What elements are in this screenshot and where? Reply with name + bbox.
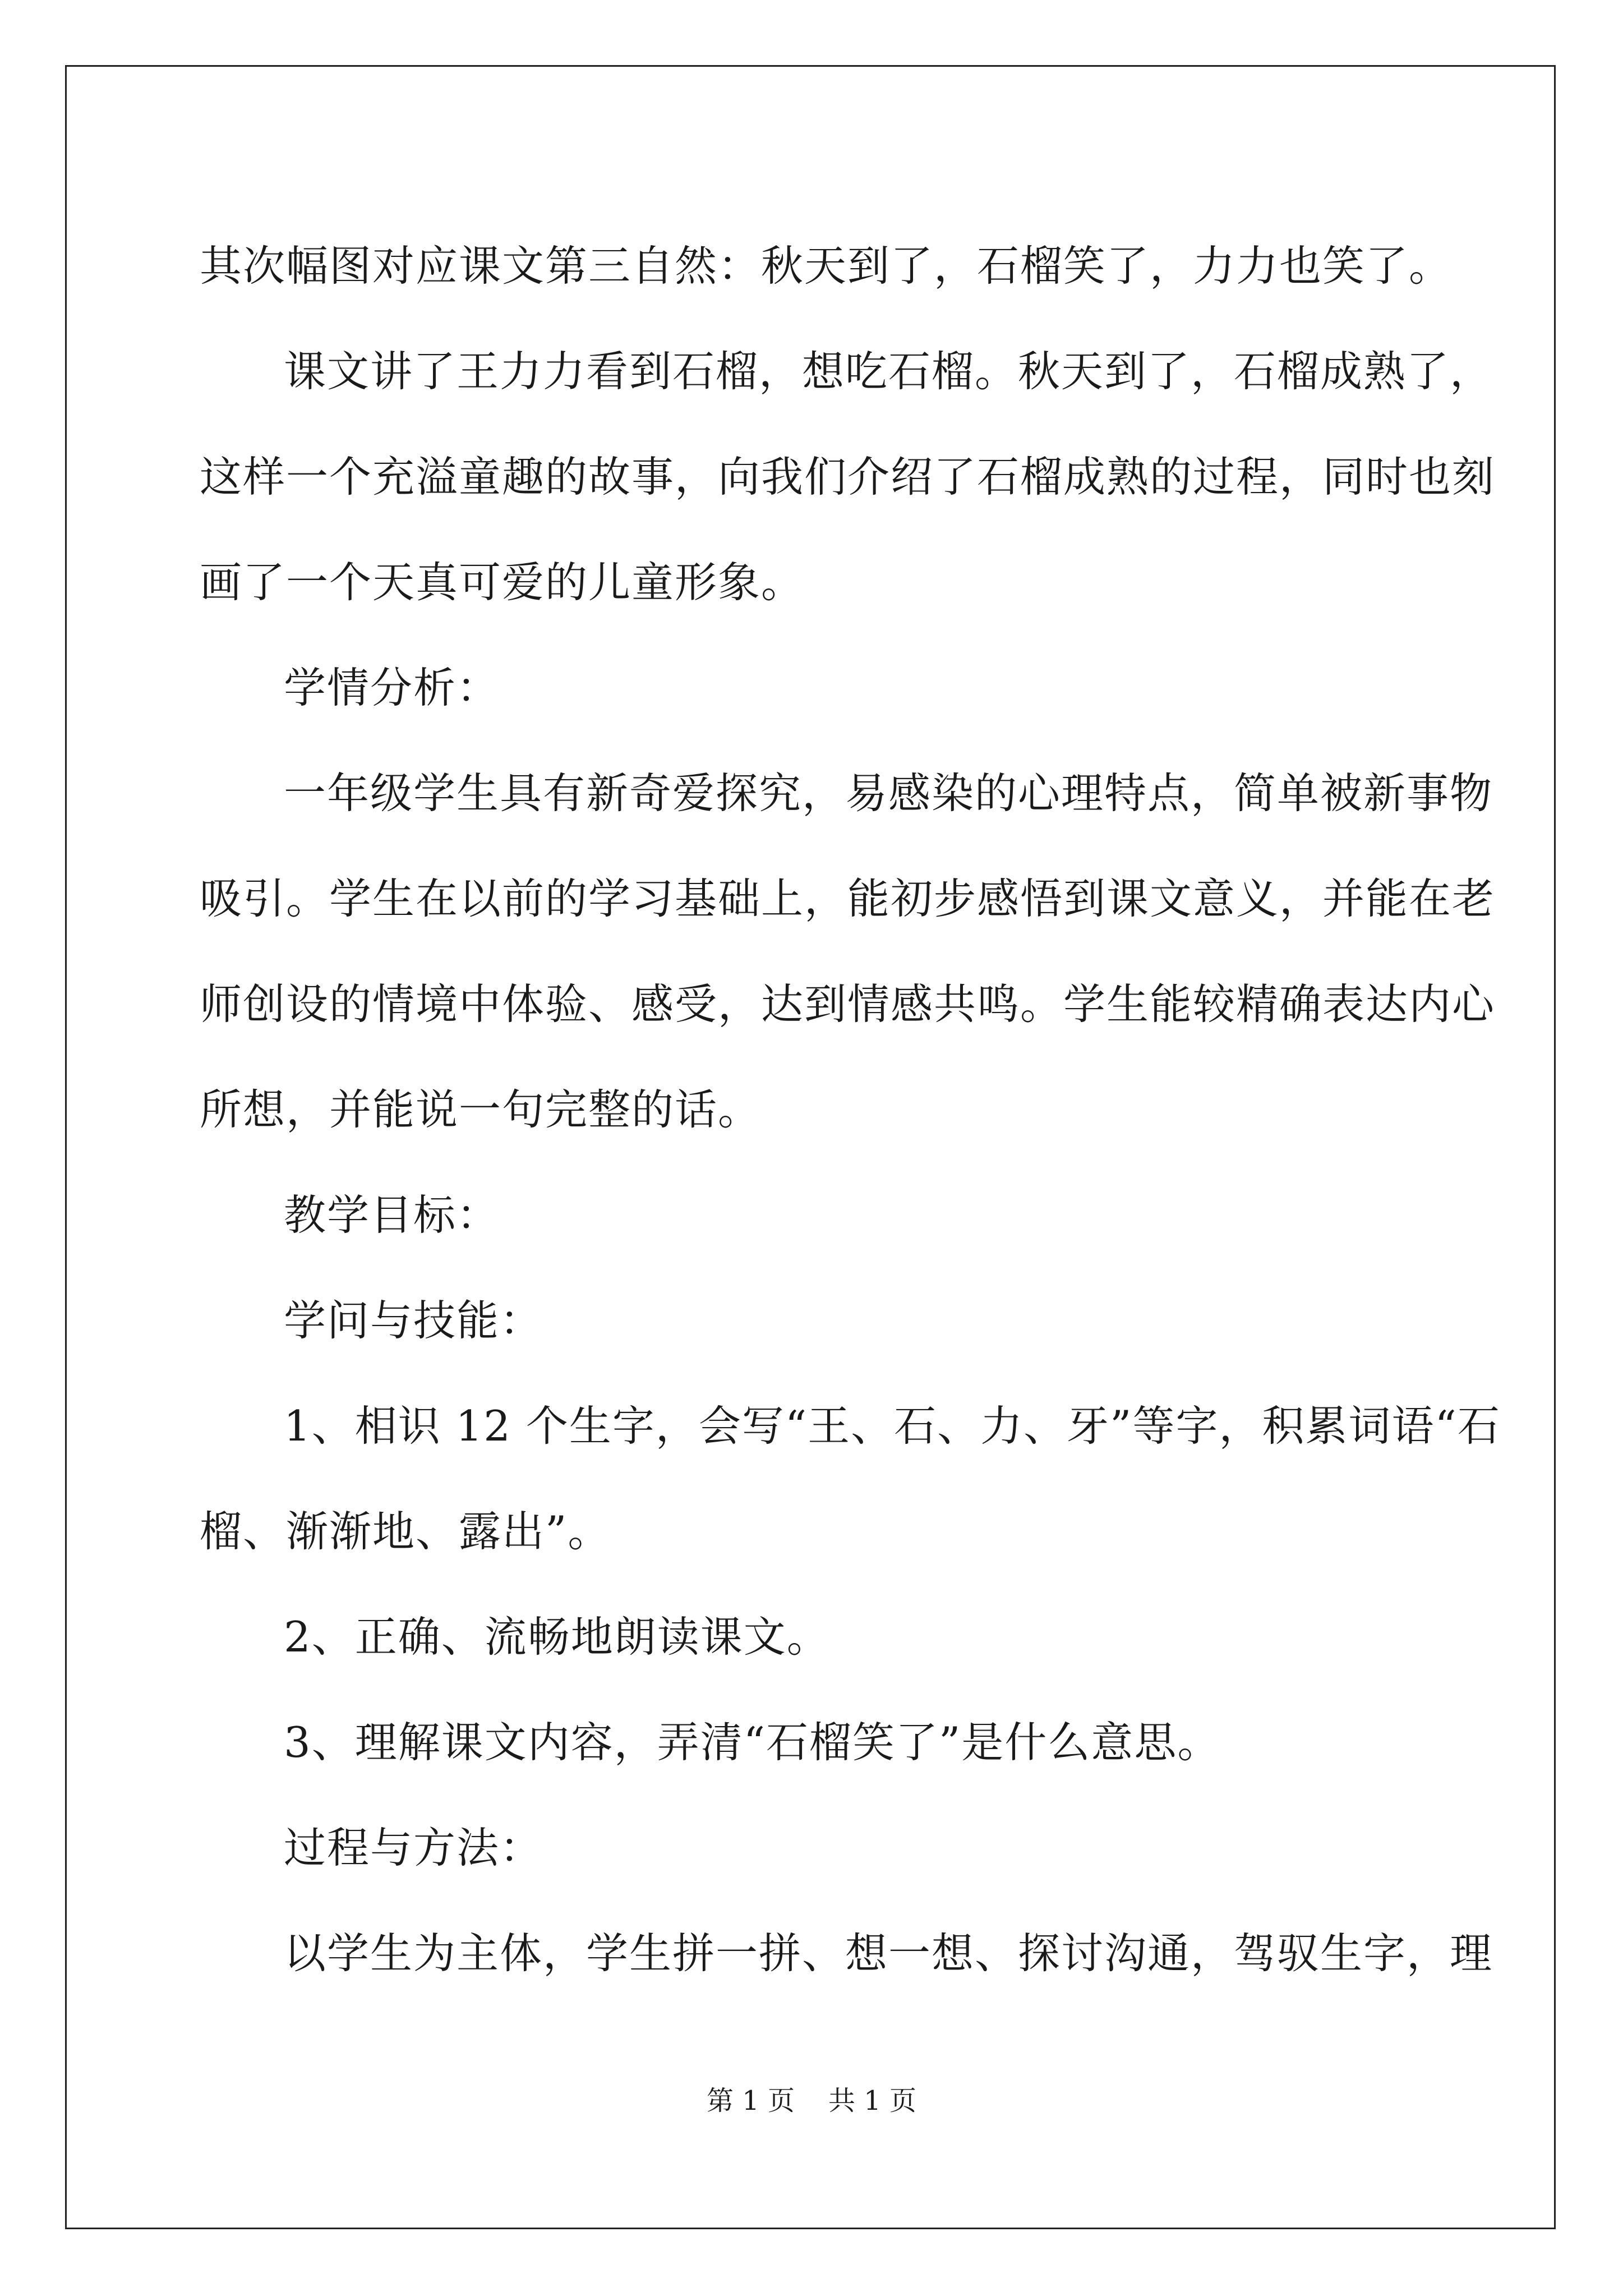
- paragraph-line: 画了一个天真可爱的儿童形象。: [200, 558, 805, 607]
- section-heading: 学问与技能：: [284, 1296, 543, 1345]
- page-total: 共 1 页: [828, 2085, 917, 2116]
- paragraph-line: 吸引。学生在以前的学习基础上，能初步感悟到课文意义，并能在老: [200, 874, 1496, 923]
- section-heading: 过程与方法：: [284, 1823, 543, 1872]
- paragraph-line: 所想，并能说一句完整的话。: [200, 1085, 762, 1134]
- list-item: 2、正确、流畅地朗读课文。: [284, 1612, 830, 1662]
- paragraph-line: 以学生为主体，学生拼一拼、想一想、探讨沟通，驾驭生字，理: [284, 1929, 1493, 1978]
- paragraph-line: 其次幅图对应课文第三自然：秋天到了，石榴笑了，力力也笑了。: [200, 241, 1453, 291]
- paragraph-line: 师创设的情境中体验、感受，达到情感共鸣。学生能较精确表达内心: [200, 979, 1496, 1029]
- section-heading: 教学目标：: [284, 1190, 500, 1240]
- paragraph-line: 这样一个充溢童趣的故事，向我们介绍了石榴成熟的过程，同时也刻: [200, 452, 1496, 501]
- section-heading: 学情分析：: [284, 663, 500, 712]
- paragraph-line: 课文讲了王力力看到石榴，想吃石榴。秋天到了，石榴成熟了，: [284, 347, 1493, 396]
- page-number: 第 1 页: [706, 2085, 795, 2116]
- page-footer: [0, 2084, 1623, 2118]
- paragraph-line: 一年级学生具有新奇爱探究，易感染的心理特点，简单被新事物: [284, 769, 1493, 818]
- list-item: 1、相识 12 个生字，会写“王、石、力、牙”等字，积累词语“石: [284, 1401, 1501, 1451]
- list-item-continuation: 榴、渐渐地、露出”。: [200, 1507, 611, 1556]
- document-body: [200, 213, 1501, 2006]
- list-item: 3、理解课文内容，弄清“石榴笑了”是什么意思。: [284, 1718, 1221, 1767]
